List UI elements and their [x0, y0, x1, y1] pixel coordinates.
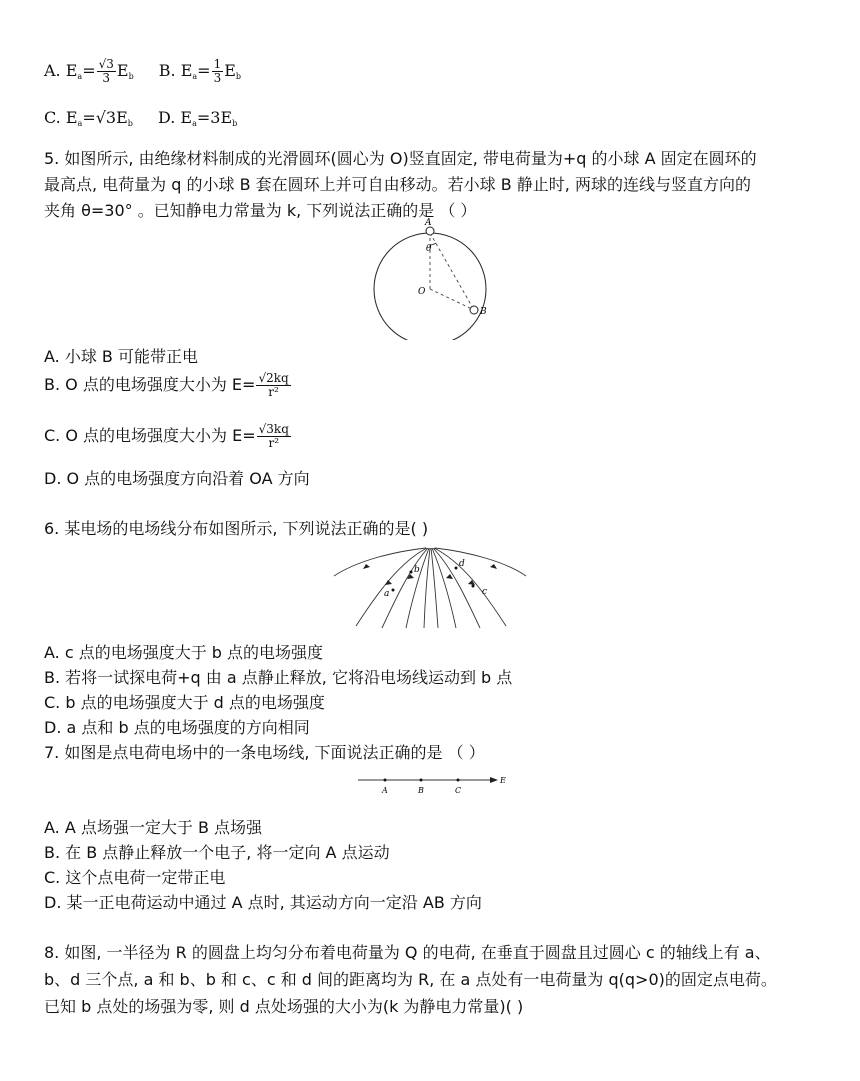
label-a: A — [382, 786, 388, 795]
point-b — [410, 571, 413, 574]
q4-options-row1 — [44, 58, 261, 85]
q5-option-b-fraction: $\frac{√2kq}{\text{r²}}$ — [258, 371, 289, 399]
point-d — [455, 567, 458, 570]
label-c: c — [482, 587, 488, 597]
q7-option-d[interactable]: D. 某一正电荷运动中通过 A 点时, 其运动方向一定沿 AB 方向 — [44, 893, 482, 912]
q5-ring-figure — [370, 218, 500, 340]
q5-option-d[interactable]: D. O 点的电场强度方向沿着 OA 方向 — [44, 469, 310, 488]
q7-field-line-figure — [356, 772, 506, 796]
q8-stem-line3: 已知 b 点处的场强为零, 则 d 点处场强的大小为(k 为静电力常量)( ) — [44, 997, 524, 1016]
ball-a — [426, 227, 434, 235]
arrowhead — [446, 574, 453, 579]
point-a — [384, 779, 387, 782]
arrowhead — [385, 580, 392, 585]
q4-option-d[interactable]: D. $E_a=3E_b$ — [158, 108, 238, 128]
q5-option-b[interactable]: B. O 点的电场强度大小为 E= $\frac{√2kq}{\text{r²}}$ — [44, 371, 289, 399]
q5-stem-line2: 最高点, 电荷量为 q 的小球 B 套在圆环上并可自由移动。若小球 B 静止时, 两球的连线与竖直方向的 — [44, 175, 751, 194]
point-b — [420, 779, 423, 782]
q4-option-b[interactable]: B. $E_a=$ $\frac{1}{3}$ $E_b$ — [158, 57, 242, 85]
q7-option-a[interactable]: A. A 点场强一定大于 B 点场强 — [44, 818, 263, 837]
line-ob — [430, 289, 474, 310]
label-b: B — [418, 786, 424, 795]
point-c — [472, 585, 475, 588]
q6-option-a[interactable]: A. c 点的电场强度大于 b 点的电场强度 — [44, 643, 324, 662]
label-e: E — [500, 776, 506, 785]
label-a: a — [384, 589, 390, 599]
point-c — [457, 779, 460, 782]
field-line — [435, 548, 526, 576]
label-c: C — [455, 786, 462, 795]
field-line — [434, 548, 506, 626]
q8-stem-line2: b、d 三个点, a 和 b、b 和 c、c 和 d 间的距离均为 R, 在 a 点处有一电荷量为 q(q>0)的固定点电荷。 — [44, 970, 777, 989]
line-ab — [430, 233, 474, 310]
point-a — [392, 589, 395, 592]
q6-stem: 6. 某电场的电场线分布如图所示, 下列说法正确的是( ) — [44, 519, 429, 538]
q4-options-row2 — [44, 108, 257, 128]
q8-stem-line1: 8. 如图, 一半径为 R 的圆盘上均匀分布着电荷量为 Q 的电荷, 在垂直于圆盘且过圆心 c 的轴线上有 a、 — [44, 943, 771, 962]
q4-option-c[interactable]: C. $E_a=√3E_b$ — [44, 108, 133, 128]
q5-option-c-fraction: $\frac{√3kq}{\text{r²}}$ — [258, 422, 289, 450]
q7-option-c[interactable]: C. 这个点电荷一定带正电 — [44, 868, 226, 887]
q6-option-b[interactable]: B. 若将一试探电荷+q 由 a 点静止释放, 它将沿电场线运动到 b 点 — [44, 668, 513, 687]
q6-option-c[interactable]: C. b 点的电场强度大于 d 点的电场强度 — [44, 693, 325, 712]
q6-option-d[interactable]: D. a 点和 b 点的电场强度的方向相同 — [44, 718, 310, 737]
arrowhead — [468, 580, 475, 585]
q7-stem: 7. 如图是点电荷电场中的一条电场线, 下面说法正确的是 （ ） — [44, 743, 485, 762]
label-theta: θ — [426, 244, 432, 254]
label-d: d — [459, 559, 465, 569]
q5-stem-line3: 夹角 θ=30° 。已知静电力常量为 k, 下列说法正确的是 （ ） — [44, 201, 477, 220]
q6-field-lines-figure — [330, 544, 530, 630]
q5-option-a[interactable]: A. 小球 B 可能带正电 — [44, 347, 198, 366]
label-b: B — [480, 307, 487, 317]
ball-b — [470, 306, 478, 314]
arrowhead — [490, 777, 498, 783]
q4-option-a[interactable]: A. $E_a=$ $\frac{√3}{3}$ $E_b$ — [44, 57, 134, 85]
arrowhead — [363, 564, 370, 569]
q5-option-c[interactable]: C. O 点的电场强度大小为 E= $\frac{√3kq}{\text{r²}}$ — [44, 422, 289, 450]
label-b: b — [414, 565, 420, 575]
field-line — [382, 548, 428, 628]
q5-stem-line1: 5. 如图所示, 由绝缘材料制成的光滑圆环(圆心为 O)竖直固定, 带电荷量为+q 的小球 A 固定在圆环的 — [44, 149, 757, 168]
arrowhead — [490, 564, 497, 569]
label-a: A — [425, 218, 432, 228]
label-o: O — [418, 287, 426, 297]
q4-option-b-fraction: $\frac{1}{3}$ — [213, 57, 222, 85]
field-line — [433, 548, 480, 628]
q4-option-a-fraction: $\frac{√3}{3}$ — [98, 57, 114, 85]
q7-option-b[interactable]: B. 在 B 点静止释放一个电子, 将一定向 A 点运动 — [44, 843, 390, 862]
